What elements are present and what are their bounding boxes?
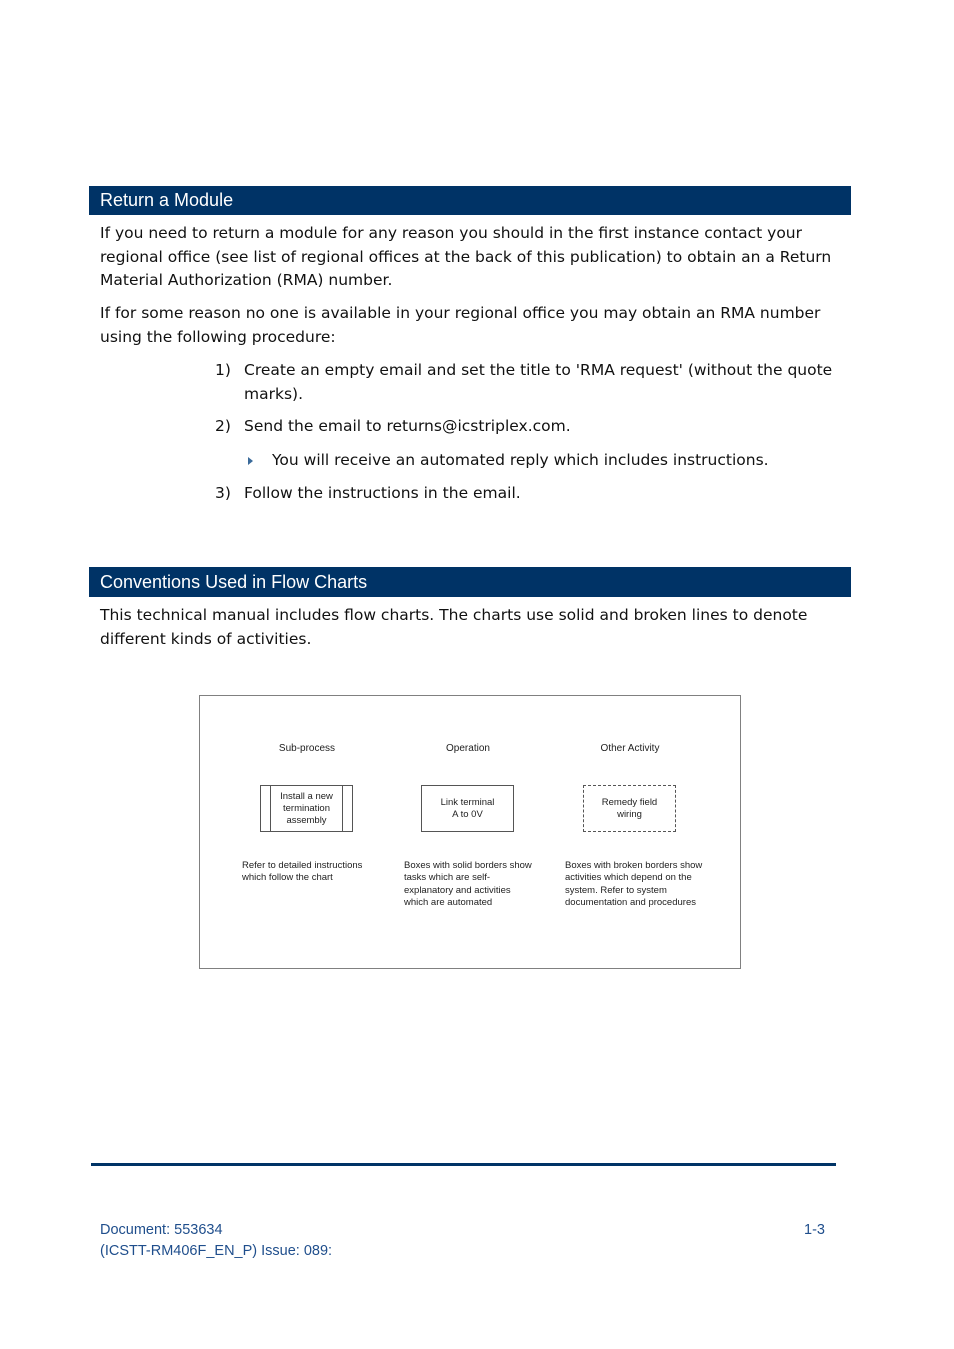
- bullet-text: You will receive an automated reply which includes instructions.: [272, 451, 769, 469]
- desc-line: documentation and procedures: [565, 896, 696, 908]
- procedure-step-3: [215, 482, 835, 506]
- box-line: assembly: [286, 814, 327, 826]
- figure-label-operation: Operation: [446, 743, 490, 754]
- desc-line: activities which depend on the: [565, 872, 692, 884]
- bullet-arrow-icon: [248, 457, 253, 465]
- desc-line: tasks which are self-: [404, 872, 491, 884]
- desc-line: Boxes with broken borders show: [565, 860, 703, 871]
- section-header-return-module: [89, 186, 851, 215]
- box-line: Install a new: [280, 790, 333, 802]
- paragraph-rma-procedure: If for some reason no one is available in your regional office you may obtain an RMA number using the following procedure:: [100, 304, 821, 346]
- figure-label-other-activity: Other Activity: [600, 743, 660, 754]
- box-line: termination: [283, 802, 330, 814]
- footer-issue: (ICSTT-RM406F_EN_P) Issue: 089:: [100, 1243, 333, 1259]
- operation-box: [421, 785, 514, 832]
- box-text: [590, 797, 669, 821]
- step-text: Follow the instructions in the email.: [244, 484, 521, 502]
- box-text: [268, 791, 345, 827]
- section-title: Return a Module: [100, 190, 234, 210]
- footer-document-number: Document: 553634: [100, 1222, 223, 1238]
- section-header-conventions: [89, 567, 851, 597]
- other-activity-box: [583, 785, 676, 832]
- box-line: wiring: [617, 808, 642, 820]
- step-text-line: Create an empty email and set the title to 'RMA request' (without the quote: [244, 361, 833, 379]
- box-line: A to 0V: [452, 808, 483, 820]
- box-text: [429, 797, 507, 821]
- desc-line: which follow the chart: [242, 872, 333, 884]
- procedure-step-2: [215, 415, 835, 439]
- step-text: Send the email to returns@icstriplex.com.: [244, 417, 571, 435]
- box-line: Remedy field: [601, 796, 658, 808]
- sub-process-description: [242, 860, 402, 885]
- step-number: 3): [215, 484, 231, 502]
- desc-line: Refer to detailed instructions: [242, 860, 363, 871]
- desc-line: system. Refer to system: [565, 884, 667, 896]
- paragraph-return-intro: If you need to return a module for any reason you should in the first instance contact your regional office (see list of regional offices at the back of this publication) to obtain an a Return Material Authorization (RMA) number.: [100, 224, 832, 289]
- desc-line: Boxes with solid borders show: [404, 860, 532, 871]
- step-text-line: marks).: [244, 384, 303, 403]
- sub-process-box: [260, 785, 353, 832]
- procedure-bullet: [272, 449, 832, 473]
- section-title: Conventions Used in Flow Charts: [100, 572, 368, 592]
- figure-label-sub-process: Sub-process: [278, 743, 336, 754]
- box-line: Link terminal: [440, 796, 495, 808]
- footer-divider: [91, 1163, 836, 1166]
- footer-page-number: 1-3: [804, 1222, 825, 1238]
- operation-description: [404, 860, 564, 909]
- flow-chart-conventions-figure: [199, 695, 741, 969]
- step-number: 1): [215, 361, 231, 379]
- procedure-step-1: [215, 359, 835, 407]
- other-activity-description: [565, 860, 725, 909]
- step-number: 2): [215, 417, 231, 435]
- desc-line: which are automated: [404, 896, 493, 908]
- desc-line: explanatory and activities: [404, 884, 511, 896]
- paragraph-conventions: This technical manual includes flow charts. The charts use solid and broken lines to denote different kinds of activities.: [100, 606, 808, 648]
